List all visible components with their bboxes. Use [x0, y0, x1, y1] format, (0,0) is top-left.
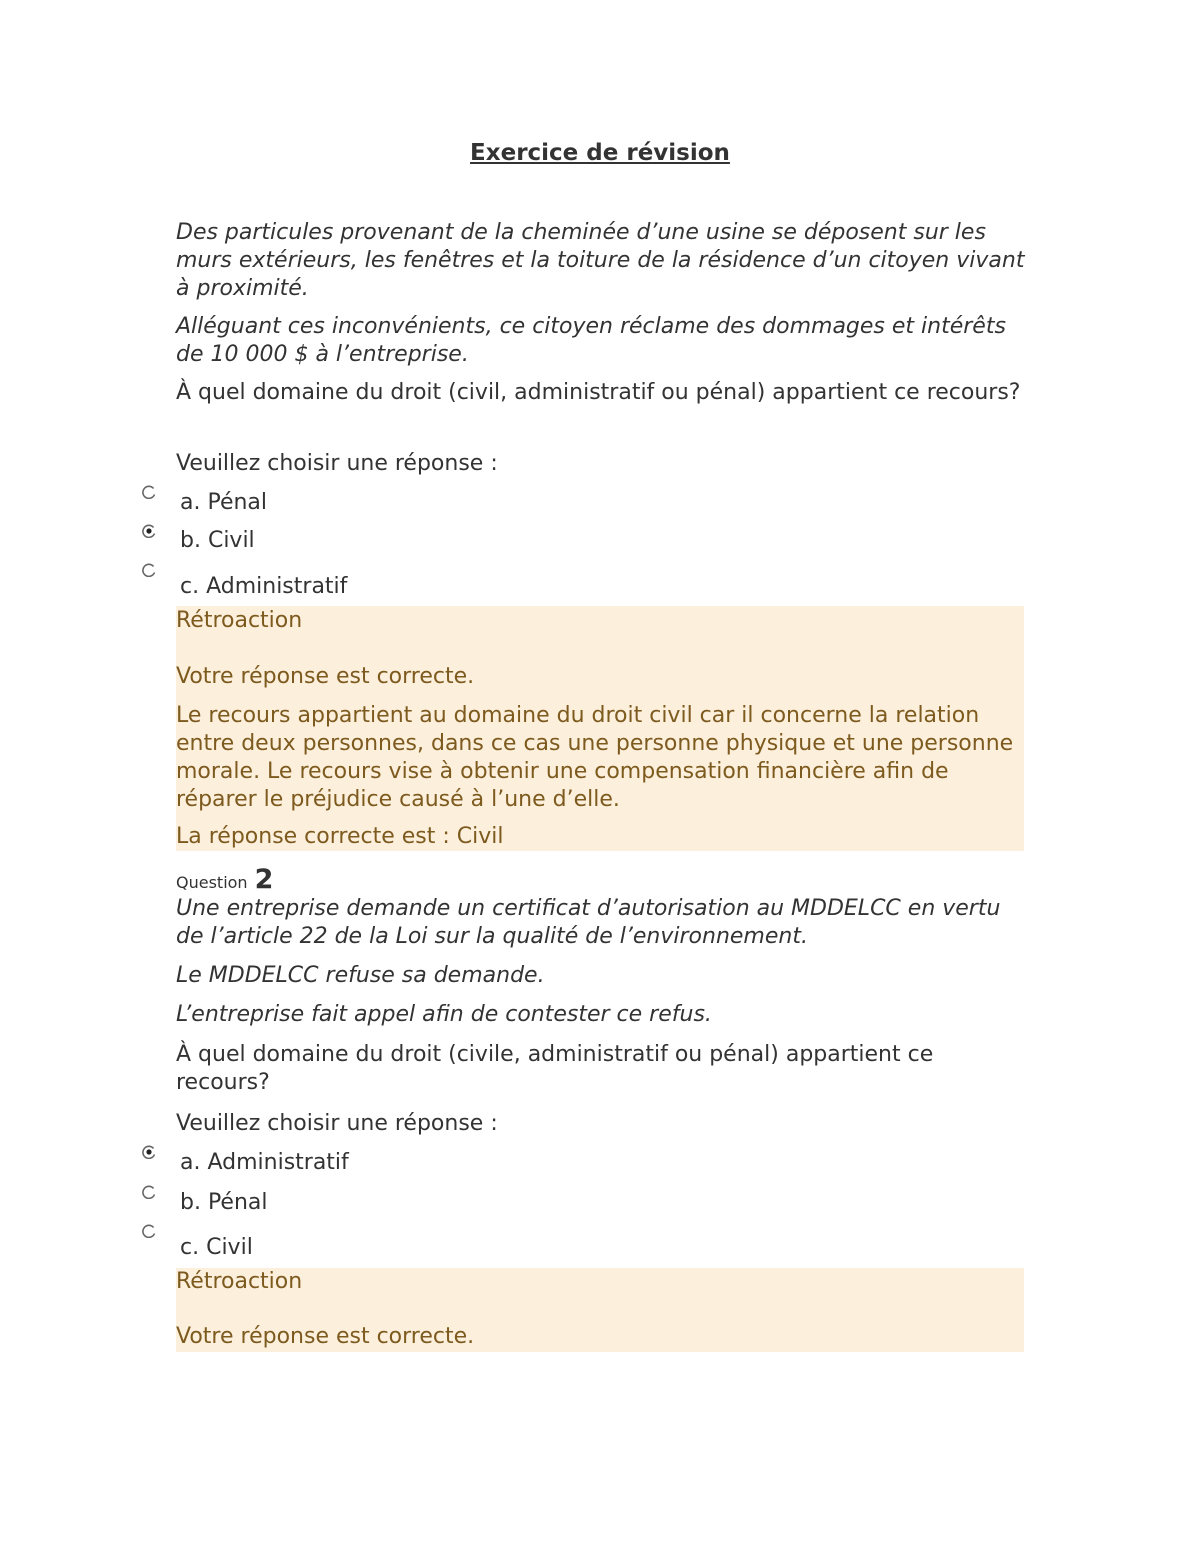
- q2-radio-b[interactable]: [142, 1185, 156, 1199]
- q1-option-c[interactable]: c. Administratif: [180, 574, 348, 599]
- q2-label-text: Question: [176, 873, 248, 892]
- q1-scenario-paragraph-2: Alléguant ces inconvénients, ce citoyen réclame des dommages et intérêts de 10 000 $ à l’entreprise.: [176, 314, 1006, 367]
- q1-feedback-heading: Rétroaction: [176, 608, 303, 633]
- q2-question-text: À quel domaine du droit (civile, administratif ou pénal) appartient ce recours?: [176, 1042, 934, 1095]
- q2-scenario-paragraph-3: L’entreprise fait appel afin de contester ce refus.: [176, 1002, 712, 1027]
- q2-scenario-paragraph-1: Une entreprise demande un certificat d’autorisation au MDDELCC en vertu de l’article 22 de la Loi sur la qualité de l’environnement.: [176, 896, 1001, 949]
- q1-correct-answer: La réponse correcte est : Civil: [176, 824, 504, 849]
- q2-radio-a-selected[interactable]: [142, 1145, 156, 1159]
- q2-feedback-heading: Rétroaction: [176, 1269, 303, 1294]
- q1-option-a[interactable]: a. Pénal: [180, 490, 268, 515]
- page-title: Exercice de révision: [470, 140, 730, 166]
- q1-option-b[interactable]: b. Civil: [180, 528, 255, 553]
- q2-label: [176, 864, 273, 895]
- q2-scenario-paragraph-2: Le MDDELCC refuse sa demande.: [176, 963, 545, 988]
- q2-number: 2: [254, 864, 274, 895]
- q2-feedback-box: [176, 1268, 1024, 1352]
- q1-feedback-box: [176, 606, 1024, 851]
- q1-radio-c[interactable]: [142, 563, 156, 577]
- q2-option-c[interactable]: c. Civil: [180, 1235, 253, 1260]
- q1-radio-b-selected[interactable]: [142, 524, 156, 538]
- q1-radio-a[interactable]: [142, 485, 156, 499]
- q1-feedback-explanation: Le recours appartient au domaine du droit civil car il concerne la relation entre deux personnes, dans ce cas une personne physique et une personne morale. Le recours vise à obtenir une compensation financière afin de réparer le préjudice causé à l’une d’elle.: [176, 703, 1014, 812]
- q2-option-a[interactable]: a. Administratif: [180, 1150, 349, 1175]
- q2-radio-c[interactable]: [142, 1224, 156, 1238]
- q2-answer-prompt: Veuillez choisir une réponse :: [176, 1111, 498, 1136]
- q2-feedback-result: Votre réponse est correcte.: [176, 1324, 475, 1349]
- q1-scenario-paragraph-1: Des particules provenant de la cheminée d’une usine se déposent sur les murs extérieurs, les fenêtres et la toiture de la résidence d’un citoyen vivant à proximité.: [176, 220, 1025, 301]
- q1-question-text: À quel domaine du droit (civil, administratif ou pénal) appartient ce recours?: [176, 380, 1021, 405]
- q1-answer-prompt: Veuillez choisir une réponse :: [176, 451, 498, 476]
- q2-option-b[interactable]: b. Pénal: [180, 1190, 268, 1215]
- q1-feedback-result: Votre réponse est correcte.: [176, 664, 475, 689]
